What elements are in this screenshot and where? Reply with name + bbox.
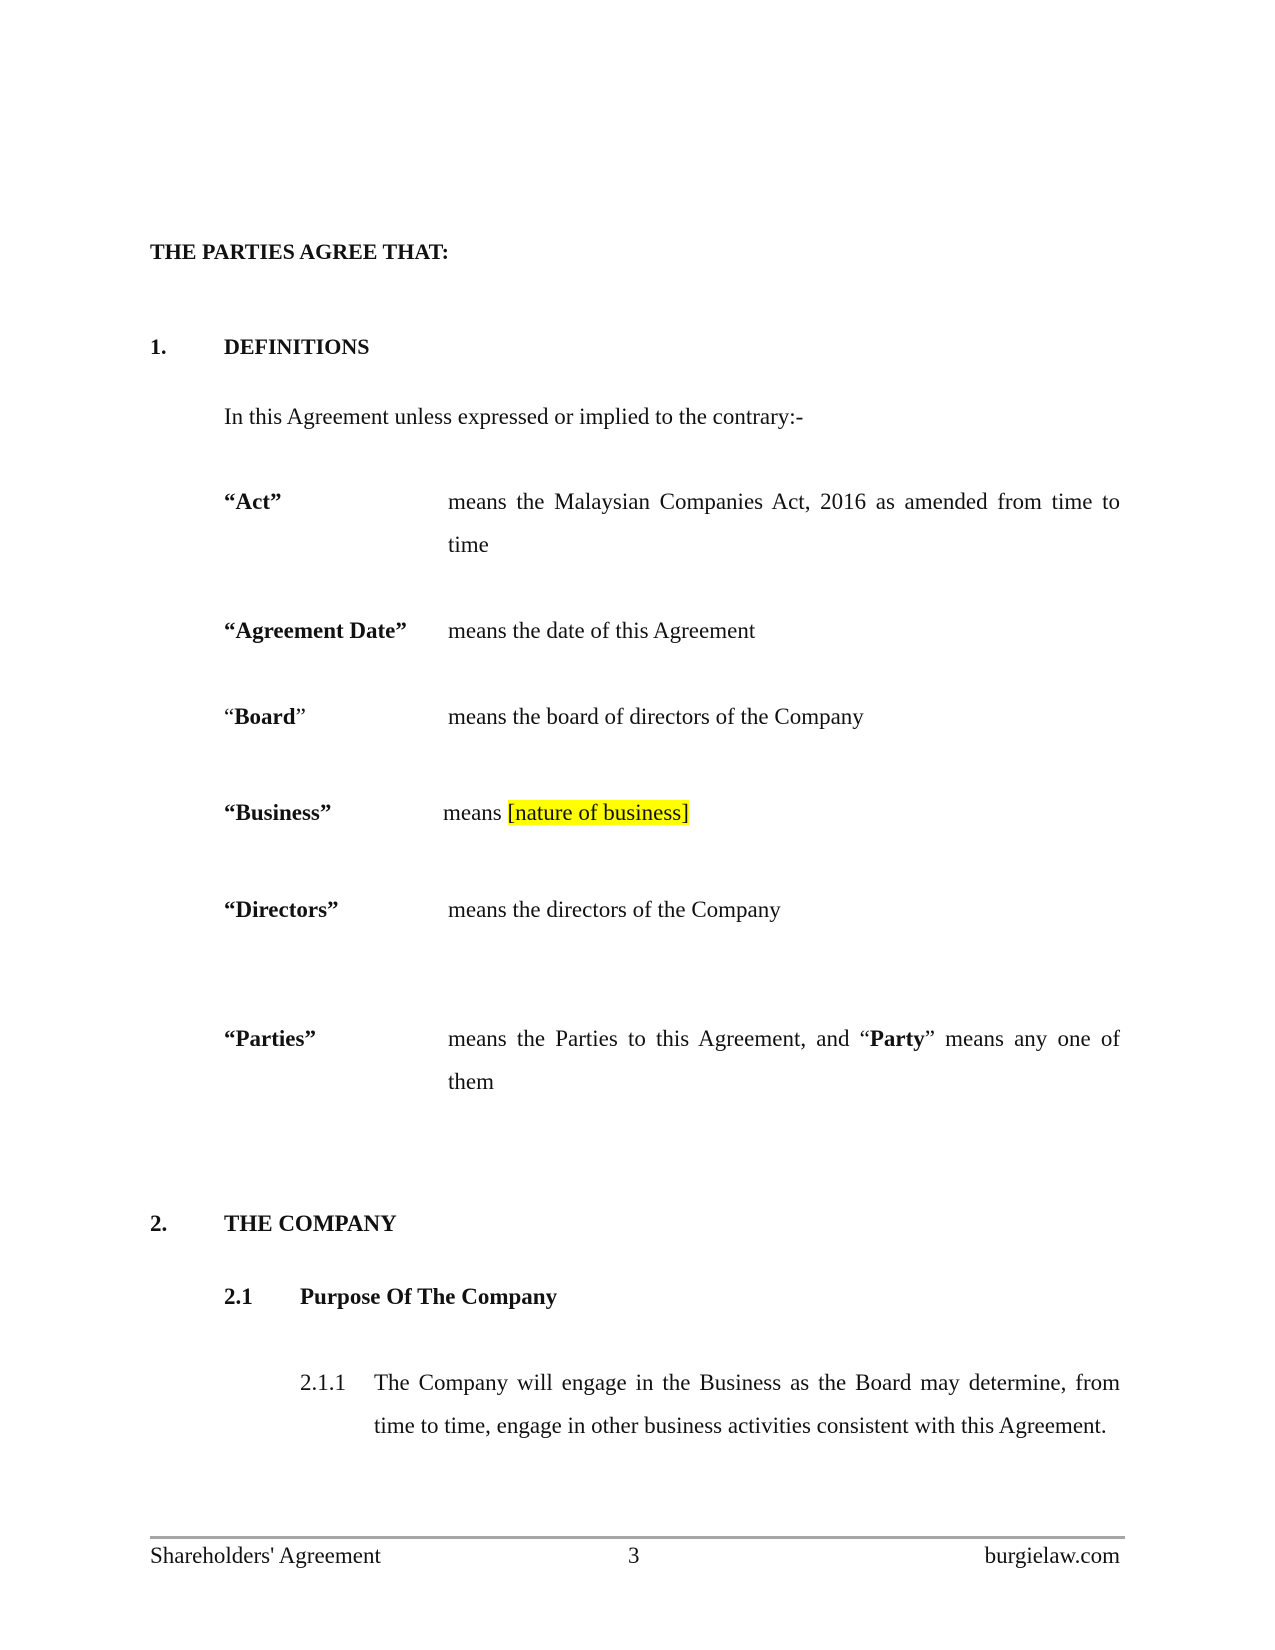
definition-meaning-board: means the board of directors of the Company: [448, 704, 864, 729]
definition-meaning-business: [443, 798, 689, 828]
section-2-title: THE COMPANY: [224, 1211, 397, 1236]
section-1-title: DEFINITIONS: [224, 334, 370, 359]
definition-term-business: “Business”: [224, 800, 332, 825]
definition-term-agreement-date: “Agreement Date”: [224, 618, 407, 643]
footer-page-number: 3: [628, 1543, 640, 1568]
subsection-2-1-title: Purpose Of The Company: [300, 1284, 558, 1309]
section-1-number: 1.: [150, 334, 167, 359]
definitions-intro: In this Agreement unless expressed or implied to the contrary:-: [224, 404, 804, 429]
agreement-heading: THE PARTIES AGREE THAT:: [150, 239, 449, 264]
board-close-quote: ”: [295, 704, 306, 729]
definition-meaning-parties: [448, 1017, 1120, 1103]
parties-meaning-part1: means the Parties to this Agreement, and “: [448, 1026, 870, 1051]
clause-2-1-1-number: 2.1.1: [300, 1370, 346, 1395]
definition-meaning-agreement-date: means the date of this Agreement: [448, 618, 756, 643]
board-term-word: Board: [234, 704, 296, 729]
subsection-2-1-number: 2.1: [224, 1284, 253, 1309]
definition-term-board: [224, 702, 306, 732]
definition-term-parties: “Parties”: [224, 1026, 316, 1051]
footer-website: burgielaw.com: [984, 1543, 1120, 1568]
section-2-number: 2.: [150, 1211, 168, 1236]
parties-meaning-part2: ” means any one of them: [448, 1026, 1120, 1094]
party-term-bold: Party: [869, 1026, 925, 1051]
business-placeholder-highlight: [nature of business]: [507, 800, 689, 825]
clause-2-1-1-text: The Company will engage in the Business as the Board may determine, from time to time, engage in other business activities consistent with this Agreement.: [374, 1370, 1120, 1438]
definition-term-act: “Act”: [224, 489, 282, 514]
definition-meaning-directors: means the directors of the Company: [448, 897, 781, 922]
board-open-quote: “: [224, 704, 235, 729]
definition-meaning-act: means the Malaysian Companies Act, 2016 as amended from time to time: [448, 489, 1120, 557]
footer-divider: [150, 1536, 1125, 1539]
business-means-word: means: [443, 800, 502, 825]
footer-document-title: Shareholders' Agreement: [150, 1543, 381, 1568]
definition-term-directors: “Directors”: [224, 897, 339, 922]
